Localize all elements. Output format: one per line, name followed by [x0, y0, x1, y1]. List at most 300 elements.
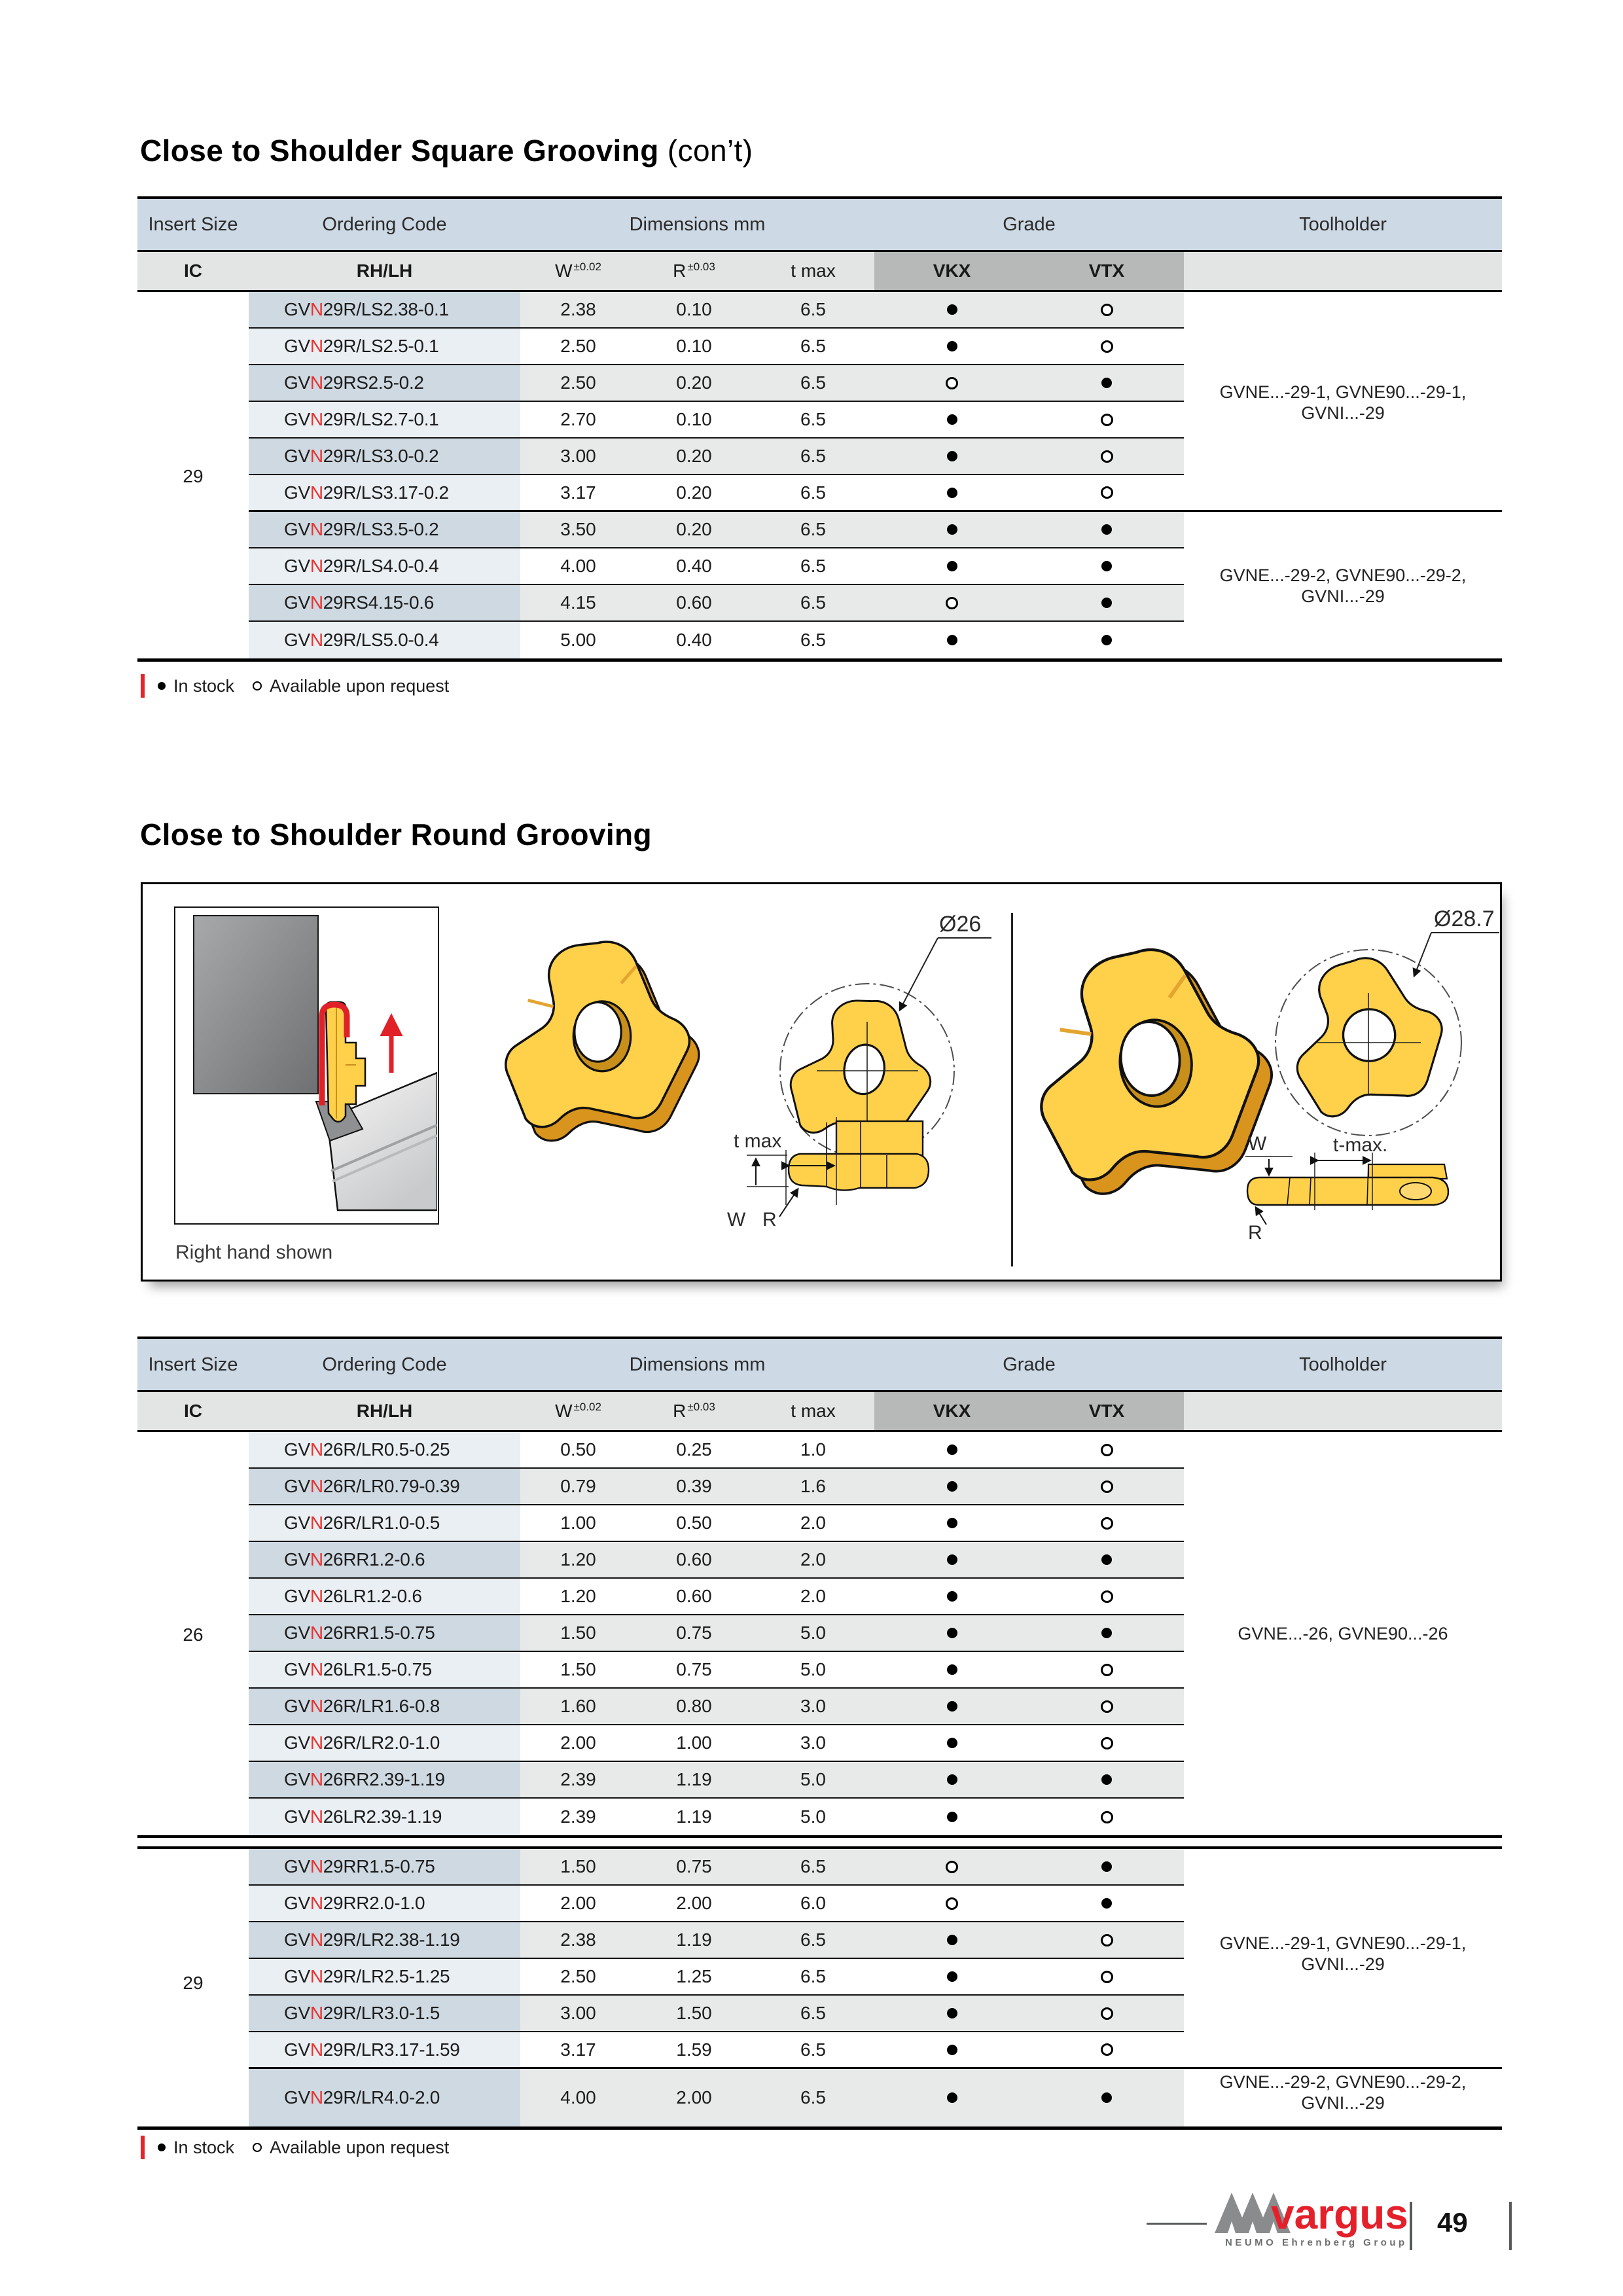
table-row — [137, 1689, 1502, 1725]
grade-vkx-cell — [874, 2032, 1029, 2069]
dim-w-cell: 1.20 — [520, 1579, 636, 1615]
insert-size-29: 29 — [183, 466, 204, 486]
toolholder-cell — [1184, 1762, 1502, 1799]
dia287-label: Ø28.7 — [1434, 906, 1495, 931]
grade-vkx-cell — [874, 585, 1029, 622]
r-label: R — [1248, 1222, 1262, 1244]
dim-w-cell: 4.00 — [520, 548, 636, 585]
insert-size-cell — [137, 365, 249, 402]
grade-dot-filled — [947, 1701, 957, 1712]
table-row — [137, 1762, 1502, 1799]
grade-dot-filled — [947, 1738, 957, 1748]
grade-vtx-cell — [1029, 1615, 1184, 1652]
grade-vkx-cell — [874, 402, 1029, 439]
table-row — [137, 1799, 1502, 1835]
dim-w-cell: 3.17 — [520, 2032, 636, 2069]
section-title-round-grooving — [140, 817, 652, 852]
grade-dot-filled — [1101, 2092, 1112, 2103]
insert-size-cell — [137, 1762, 249, 1799]
diagram-caption: Right hand shown — [175, 1242, 333, 1263]
toolholder-group-26 — [1184, 1623, 1502, 1644]
grade-dot-filled — [947, 1664, 957, 1675]
grade-dot-open — [946, 597, 958, 609]
toolholder-cell — [1184, 329, 1502, 365]
grade-dot-filled — [947, 1554, 957, 1565]
legend-on-request: Available upon request — [270, 2137, 450, 2157]
grade-vkx-cell — [874, 1799, 1029, 1835]
legend-on-request: Available upon request — [270, 675, 450, 696]
insert-26-diagram — [460, 897, 1010, 1270]
grade-dot-filled — [1101, 1898, 1112, 1909]
toolholder-group-1 — [1184, 382, 1502, 423]
code-red-letter: N — [310, 1966, 323, 1986]
grade-dot-open — [1101, 1664, 1113, 1676]
grade-dot-open — [1101, 1700, 1113, 1713]
diagram-divider — [1011, 913, 1013, 1266]
table-header-row-1 — [137, 196, 1502, 252]
grade-vtx-cell — [1029, 1996, 1184, 2032]
col-header-tmax: t max — [791, 1401, 836, 1421]
dim-w-cell: 2.39 — [520, 1799, 636, 1835]
col-header-ic: IC — [184, 1401, 202, 1421]
col-header-toolholder-blank — [1184, 252, 1502, 290]
table-row — [137, 1579, 1502, 1615]
insert-size-cell — [137, 1922, 249, 1959]
ordering-code-cell: GV N 26R/LR0.5-0.25 — [249, 1432, 520, 1469]
grade-vkx-cell — [874, 1849, 1029, 1886]
ordering-code-cell: GV N 29R/LR2.5-1.25 — [249, 1959, 520, 1996]
dim-tmax-cell: 3.0 — [752, 1689, 874, 1725]
page-number: 49 — [1437, 2207, 1468, 2238]
workpiece-shoulder-block — [194, 916, 318, 1094]
footer-rule — [1147, 2223, 1207, 2225]
grade-vtx-cell — [1029, 1652, 1184, 1689]
insert-front-view-287 — [1275, 906, 1499, 1136]
grade-vtx-cell — [1029, 1469, 1184, 1505]
side-view-top-step — [1368, 1164, 1447, 1179]
section-title-square-grooving — [140, 133, 753, 168]
dia26-leader — [900, 938, 938, 1010]
insert-size-cell — [137, 292, 249, 329]
grade-vtx-cell — [1029, 2069, 1184, 2126]
col-header-dimensions: Dimensions mm — [629, 1354, 766, 1375]
grade-dot-open — [1101, 1590, 1113, 1603]
col-header-insert-size: Insert Size — [148, 1354, 238, 1375]
grade-dot-filled — [1101, 1628, 1112, 1638]
dim-r-cell: 1.19 — [636, 1799, 752, 1835]
table-header-row-1 — [137, 1336, 1502, 1392]
col-header-toolholder: Toolholder — [1299, 213, 1387, 235]
grade-dot-filled — [947, 1518, 957, 1528]
grade-vkx-cell — [874, 1996, 1029, 2032]
table-header-row-2 — [137, 1392, 1502, 1432]
dim-r-cell: 1.59 — [636, 2032, 752, 2069]
grade-dot-filled — [1101, 378, 1112, 388]
insert-size-cell — [137, 1725, 249, 1762]
legend-red-bar — [141, 2136, 145, 2159]
col-header-vtx: VTX — [1029, 1392, 1184, 1430]
table-row — [137, 1996, 1502, 2032]
toolholder-cell — [1184, 475, 1502, 512]
grade-dot-open — [1101, 1971, 1113, 1983]
dim-r-cell: 0.60 — [636, 1542, 752, 1579]
grade-vtx-cell — [1029, 1799, 1184, 1835]
grade-dot-filled — [947, 1971, 957, 1982]
code-red-letter: N — [310, 299, 323, 319]
dim-w-cell: 3.00 — [520, 1996, 636, 2032]
table-row — [137, 512, 1502, 548]
dim-tmax-cell: 6.0 — [752, 1886, 874, 1922]
grade-dot-filled — [1101, 524, 1112, 535]
ordering-code-cell: GV N 26RR2.39-1.19 — [249, 1762, 520, 1799]
tmax-label: t-max. — [1333, 1134, 1388, 1156]
dim-w-cell: 3.00 — [520, 439, 636, 475]
col-header-toolholder: Toolholder — [1299, 1354, 1387, 1375]
col-header-ordering-code: Ordering Code — [322, 1354, 447, 1375]
dim-w-cell: 2.50 — [520, 1959, 636, 1996]
insert-size-cell — [137, 1689, 249, 1725]
machining-illustration — [175, 908, 437, 1223]
round-grooving-diagram — [141, 882, 1502, 1282]
toolholder-line: GVNE...-29-2, GVNE90...-29-2, — [1219, 2072, 1467, 2092]
grade-vtx-cell — [1029, 2032, 1184, 2069]
toolholder-line: GVNE...-26, GVNE90...-26 — [1238, 1624, 1448, 1643]
ordering-code-cell: GV N 26RR1.2-0.6 — [249, 1542, 520, 1579]
dim-w-cell: 0.50 — [520, 1432, 636, 1469]
ordering-code-cell: GV N 29R/LR3.0-1.5 — [249, 1996, 520, 2032]
code-red-letter: N — [310, 1769, 323, 1789]
grade-dot-open — [1101, 1737, 1113, 1749]
dim-tmax-cell: 1.0 — [752, 1432, 874, 1469]
code-red-letter: N — [310, 1623, 323, 1643]
grade-dot-filled — [947, 635, 957, 645]
grade-dot-open — [1101, 304, 1113, 316]
grade-dot-open — [1101, 1934, 1113, 1946]
toolholder-cell — [1184, 439, 1502, 475]
col-header-ordering-code: Ordering Code — [322, 213, 447, 235]
code-red-letter: N — [310, 409, 323, 429]
grade-vkx-cell — [874, 1922, 1029, 1959]
side-view-body — [789, 1154, 929, 1191]
code-red-letter: N — [310, 482, 323, 503]
code-red-letter: N — [310, 1696, 323, 1716]
toolholder-cell — [1184, 292, 1502, 329]
table-bottom-border — [137, 658, 1502, 662]
dim-tmax-cell: 6.5 — [752, 475, 874, 512]
dim-tmax-cell: 6.5 — [752, 439, 874, 475]
col-header-tmax: t max — [791, 260, 836, 281]
dim-r-cell: 0.10 — [636, 402, 752, 439]
dim-r-cell: 1.25 — [636, 1959, 752, 1996]
grade-dot-filled — [947, 1812, 957, 1822]
grade-dot-filled — [947, 414, 957, 425]
dim-tmax-cell: 1.6 — [752, 1469, 874, 1505]
ordering-code-cell: GV N 26R/LR2.0-1.0 — [249, 1725, 520, 1762]
grade-vtx-cell — [1029, 512, 1184, 548]
toolholder-line: GVNE...-29-1, GVNE90...-29-1, — [1219, 1933, 1467, 1953]
dim-tmax-cell: 5.0 — [752, 1799, 874, 1835]
grade-dot-filled — [947, 1774, 957, 1785]
dim-w-cell: 1.00 — [520, 1505, 636, 1542]
ordering-code-cell: GV N 29R/LS3.0-0.2 — [249, 439, 520, 475]
dim-tmax-cell: 6.5 — [752, 2032, 874, 2069]
insert-size-cell — [137, 585, 249, 622]
grade-vtx-cell — [1029, 402, 1184, 439]
vargus-subtitle: NEUMO Ehrenberg Group — [1225, 2237, 1408, 2248]
ordering-code-cell: GV N 29R/LS4.0-0.4 — [249, 548, 520, 585]
toolholder-cell — [1184, 1432, 1502, 1469]
insert-size-cell — [137, 1432, 249, 1469]
table-row — [137, 329, 1502, 365]
dim-r-cell: 0.20 — [636, 512, 752, 548]
table-row — [137, 1469, 1502, 1505]
insert-size-cell — [137, 548, 249, 585]
insert-side-view-287 — [1245, 1133, 1448, 1244]
ordering-code-cell: GV N 29R/LS2.7-0.1 — [249, 402, 520, 439]
filled-dot-icon — [158, 2144, 166, 2151]
dim-w-cell: 2.00 — [520, 1886, 636, 1922]
grade-vkx-cell — [874, 1615, 1029, 1652]
dim-r-cell: 0.75 — [636, 1849, 752, 1886]
table-row — [137, 1505, 1502, 1542]
grade-vkx-cell — [874, 1652, 1029, 1689]
code-red-letter: N — [310, 2087, 323, 2108]
dim-r-cell: 0.75 — [636, 1615, 752, 1652]
grade-dot-open — [1101, 1444, 1113, 1456]
dim-w-cell: 5.00 — [520, 622, 636, 658]
dim-tmax-cell: 6.5 — [752, 292, 874, 329]
grade-dot-filled — [947, 1628, 957, 1638]
grade-dot-filled — [947, 524, 957, 535]
dim-w-cell: 1.50 — [520, 1615, 636, 1652]
toolholder-cell — [1184, 1849, 1502, 1886]
code-red-letter: N — [310, 1732, 323, 1753]
col-header-r: R $^{\pm 0.03}$ — [673, 260, 715, 281]
footer-divider — [1410, 2202, 1412, 2250]
stock-legend — [141, 2136, 449, 2159]
dim-r-cell: 0.20 — [636, 475, 752, 512]
legend-in-stock: In stock — [173, 675, 235, 696]
ordering-code-cell: GV N 26LR1.5-0.75 — [249, 1652, 520, 1689]
toolholder-cell — [1184, 1505, 1502, 1542]
dim-tmax-cell: 5.0 — [752, 1615, 874, 1652]
tmax-label: t max — [734, 1130, 782, 1152]
col-header-ic: IC — [184, 260, 202, 281]
grade-dot-open — [1101, 1811, 1113, 1823]
dim-tmax-cell: 6.5 — [752, 1922, 874, 1959]
dim-tmax-cell: 2.0 — [752, 1579, 874, 1615]
grade-dot-filled — [1101, 635, 1112, 645]
dim-w-cell: 2.50 — [520, 329, 636, 365]
grade-vkx-cell — [874, 512, 1029, 548]
grade-vtx-cell — [1029, 1762, 1184, 1799]
dim-w-cell: 1.60 — [520, 1689, 636, 1725]
dia26-label: Ø26 — [939, 912, 982, 937]
insert-size-cell — [137, 1542, 249, 1579]
insert-size-cell — [137, 1849, 249, 1886]
dim-w-cell: 1.20 — [520, 1542, 636, 1579]
code-red-letter: N — [310, 372, 323, 393]
dim-tmax-cell: 6.5 — [752, 585, 874, 622]
table-row — [137, 292, 1502, 329]
col-header-vkx: VKX — [874, 252, 1029, 290]
dim-w-cell: 2.00 — [520, 1725, 636, 1762]
code-red-letter: N — [310, 2003, 323, 2023]
grade-dot-open — [946, 377, 958, 389]
grade-dot-filled — [947, 2008, 957, 2018]
dim-r-cell: 0.50 — [636, 1505, 752, 1542]
col-header-grade: Grade — [1003, 1354, 1056, 1375]
insert-size-cell — [137, 622, 249, 658]
toolholder-line: GVNE...-29-2, GVNE90...-29-2, — [1219, 565, 1467, 585]
insert-3d-view — [506, 942, 699, 1141]
toolholder-cell — [1184, 1799, 1502, 1835]
grade-dot-open — [1101, 340, 1113, 353]
ordering-code-cell: GV N 29R/LR4.0-2.0 — [249, 2069, 520, 2126]
code-red-letter: N — [310, 1893, 323, 1913]
grade-vtx-cell — [1029, 365, 1184, 402]
grade-vkx-cell — [874, 622, 1029, 658]
toolholder-cell — [1184, 512, 1502, 548]
ordering-code-cell: GV N 29RS2.5-0.2 — [249, 365, 520, 402]
code-red-letter: N — [310, 1659, 323, 1679]
toolholder-group-29-1 — [1184, 1933, 1502, 1975]
dim-tmax-cell: 6.5 — [752, 1849, 874, 1886]
insert-size-cell — [137, 329, 249, 365]
insert-size-cell — [137, 1505, 249, 1542]
grade-dot-filled — [947, 451, 957, 461]
grade-dot-filled — [947, 1935, 957, 1945]
dim-w-cell: 3.17 — [520, 475, 636, 512]
dim-r-cell: 2.00 — [636, 1886, 752, 1922]
dim-r-cell: 0.40 — [636, 622, 752, 658]
grade-vtx-cell — [1029, 1579, 1184, 1615]
code-red-letter: N — [310, 1586, 323, 1606]
insert-3d-view — [1026, 939, 1282, 1200]
grade-dot-open — [946, 1897, 958, 1910]
code-red-letter: N — [310, 1806, 323, 1827]
grade-vkx-cell — [874, 1469, 1029, 1505]
grade-vtx-cell — [1029, 1922, 1184, 1959]
dim-tmax-cell: 6.5 — [752, 1959, 874, 1996]
grade-vkx-cell — [874, 365, 1029, 402]
toolholder-cell — [1184, 2032, 1502, 2069]
grade-dot-filled — [1101, 561, 1112, 571]
ordering-code-cell: GV N 29R/LS3.5-0.2 — [249, 512, 520, 548]
col-header-insert-size: Insert Size — [148, 213, 238, 235]
grade-dot-filled — [947, 1444, 957, 1455]
dim-r-cell: 0.10 — [636, 329, 752, 365]
ordering-code-cell: GV N 29R/LR3.17-1.59 — [249, 2032, 520, 2069]
table-row — [137, 1886, 1502, 1922]
dim-tmax-cell: 6.5 — [752, 365, 874, 402]
dim-w-cell: 2.50 — [520, 365, 636, 402]
dim-r-cell: 2.00 — [636, 2069, 752, 2126]
dim-w-cell: 1.50 — [520, 1849, 636, 1886]
filled-dot-icon — [158, 682, 166, 690]
code-red-letter: N — [310, 1476, 323, 1496]
code-red-letter: N — [310, 556, 323, 576]
dim-r-cell: 0.40 — [636, 548, 752, 585]
grade-vkx-cell — [874, 1886, 1029, 1922]
col-header-grade: Grade — [1003, 213, 1056, 235]
grade-vtx-cell — [1029, 292, 1184, 329]
title-main: Close to Shoulder Round Grooving — [140, 817, 652, 852]
dim-w-cell: 2.39 — [520, 1762, 636, 1799]
dia287-leader — [1414, 933, 1431, 976]
dim-w-cell: 4.15 — [520, 585, 636, 622]
legend-in-stock: In stock — [173, 2137, 235, 2157]
code-red-letter: N — [310, 592, 323, 613]
code-red-letter: N — [310, 336, 323, 356]
grade-vkx-cell — [874, 1959, 1029, 1996]
ordering-code-cell: GV N 26R/LR0.79-0.39 — [249, 1469, 520, 1505]
dim-tmax-cell: 6.5 — [752, 1996, 874, 2032]
col-header-vkx: VKX — [874, 1392, 1029, 1430]
insert-size-cell — [137, 1996, 249, 2032]
grade-dot-open — [1101, 1517, 1113, 1530]
r-leader — [779, 1189, 798, 1217]
grade-dot-open — [1101, 2043, 1113, 2056]
grade-dot-open — [1101, 2007, 1113, 2020]
w-label: W — [727, 1209, 746, 1230]
grade-dot-filled — [947, 341, 957, 351]
side-view-top-block — [836, 1121, 923, 1155]
code-red-letter: N — [310, 1929, 323, 1950]
col-header-vtx: VTX — [1029, 252, 1184, 290]
grade-dot-filled — [1101, 1861, 1112, 1872]
ordering-code-cell: GV N 29RR1.5-0.75 — [249, 1849, 520, 1886]
dim-tmax-cell: 6.5 — [752, 329, 874, 365]
dim-r-cell: 1.19 — [636, 1762, 752, 1799]
insert-size-26: 26 — [183, 1624, 204, 1645]
title-suffix: (con’t) — [658, 134, 753, 168]
grade-dot-filled — [1101, 598, 1112, 608]
table-row — [137, 1542, 1502, 1579]
grade-dot-filled — [947, 2092, 957, 2103]
table-body — [137, 1432, 1502, 2126]
toolholder-cell — [1184, 1689, 1502, 1725]
ordering-code-cell: GV N 29R/LS3.17-0.2 — [249, 475, 520, 512]
insert-size-cell — [137, 1469, 249, 1505]
dim-tmax-cell: 2.0 — [752, 1505, 874, 1542]
ordering-code-cell: GV N 29RR2.0-1.0 — [249, 1886, 520, 1922]
toolholder-line: GVNI...-29 — [1301, 403, 1385, 423]
table-row — [137, 1849, 1502, 1886]
dim-tmax-cell: 2.0 — [752, 1542, 874, 1579]
toolholder-line: GVNE...-29-1, GVNE90...-29-1, — [1219, 382, 1467, 402]
grade-vtx-cell — [1029, 439, 1184, 475]
dim-r-cell: 0.60 — [636, 585, 752, 622]
square-grooving-table — [137, 196, 1502, 662]
insert-size-cell — [137, 1579, 249, 1615]
grade-vtx-cell — [1029, 329, 1184, 365]
dim-w-cell: 2.38 — [520, 1922, 636, 1959]
grade-dot-open — [1101, 450, 1113, 463]
table-bottom-border — [137, 2126, 1502, 2130]
dim-r-cell: 0.80 — [636, 1689, 752, 1725]
w-label: W — [1248, 1133, 1267, 1155]
insert-size-cell — [137, 402, 249, 439]
ordering-code-cell: GV N 29R/LS5.0-0.4 — [249, 622, 520, 658]
dim-tmax-cell: 5.0 — [752, 1762, 874, 1799]
dim-tmax-cell: 6.5 — [752, 2069, 874, 2126]
dim-r-cell: 0.60 — [636, 1579, 752, 1615]
dim-r-cell: 0.75 — [636, 1652, 752, 1689]
toolholder-cell — [1184, 1725, 1502, 1762]
grade-dot-open — [1101, 1480, 1113, 1493]
application-illustration-frame — [174, 906, 439, 1225]
